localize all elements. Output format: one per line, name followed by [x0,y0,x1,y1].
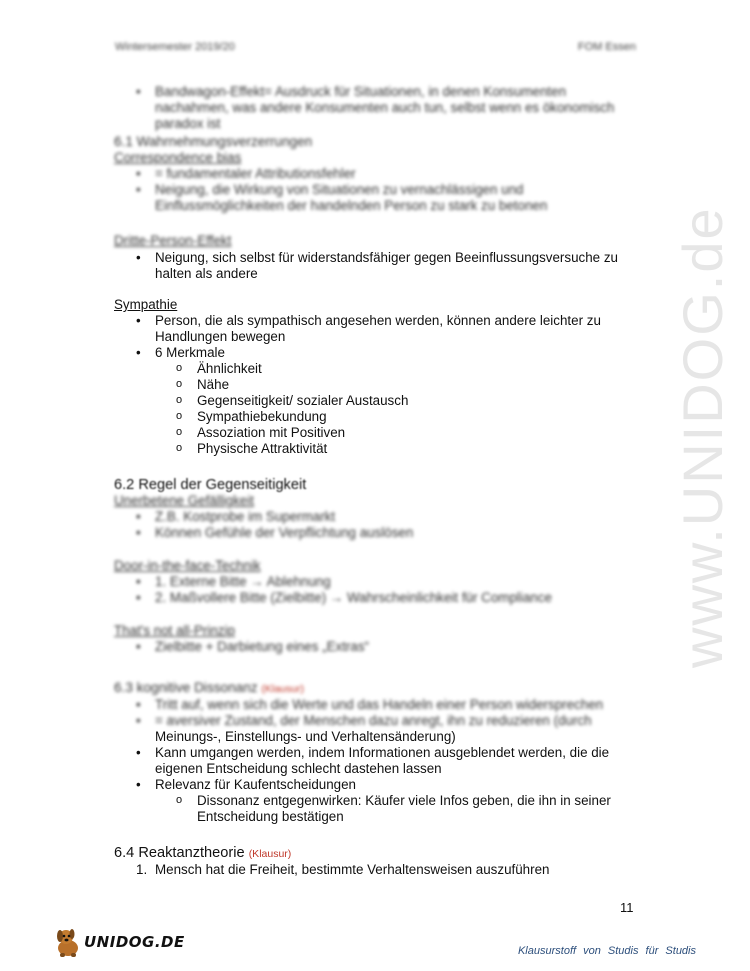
page-number: 11 [620,900,634,915]
subheading-thats-not-all: That's not all-Prinzip [114,623,235,638]
section-dritte-person [114,233,639,282]
list-item: • Z.B. Kostprobe im Supermarkt [114,509,639,525]
section-6-1-blurred [114,134,639,214]
sub-list-item: o Assoziation mit Positiven [114,425,639,441]
bandwagon-bullet-block [114,84,639,132]
heading-text: 6.4 Reaktanztheorie [114,845,245,861]
list-item: • 1. Externe Bitte → Ablehnung [114,574,639,590]
section-heading-6-4 [114,845,639,862]
sub-list-item: o Ähnlichkeit [114,361,639,377]
subheading-dritte-person-effekt: Dritte-Person-Effekt [114,233,232,248]
section-heading-6-2: 6.2 Regel der Gegenseitigkeit [114,477,307,493]
list-item: • = aversiver Zustand, der Menschen dazu anregt, ihn zu reduzieren (durch [114,713,639,729]
list-item: • Können Gefühle der Verpflichtung auslösen [114,525,639,541]
list-item: • 6 Merkmale [114,345,639,361]
sub-list-item: o Physische Attraktivität [114,441,639,457]
list-item: • Person, die als sympathisch angesehen werden, können andere leichter zu Handlungen bewegen [114,313,639,345]
logo-text: UNIDOG.DE [84,933,185,951]
sub-list-item: o Nähe [114,377,639,393]
sub-list-item: o Sympathiebekundung [114,409,639,425]
section-6-2 [114,477,639,655]
subheading-sympathie: Sympathie [114,297,178,312]
list-item: • Neigung, sich selbst für widerstandsfähiger gegen Beeinflussungsversuche zu halten als andere [114,250,639,282]
list-item: • Kann umgangen werden, indem Informationen ausgeblendet werden, die die eigenen Entscheidung schlecht dastehen lassen [114,745,639,777]
section-sympathie [114,297,639,457]
subheading-unerbetene-gefaelligkeit: Unerbetene Gefälligkeit [114,493,254,508]
list-item: • 2. Maßvollere Bitte (Zielbitte) → Wahrscheinlichkeit für Compliance [114,590,639,606]
list-item: • Neigung, die Wirkung von Situationen zu vernachlässigen und Einflussmöglichkeiten der handelnden Person zu stark zu betonen [114,182,639,214]
list-item: • Tritt auf, wenn sich die Werte und das Handeln einer Person widersprechen [114,697,639,713]
list-item: • Relevanz für Kaufentscheidungen [114,777,639,793]
sub-list-item: o Gegenseitigkeit/ sozialer Austausch [114,393,639,409]
watermark: www.UNIDOG.de [671,206,734,668]
footer-tagline: Klausurstoff von Studis für Studis [517,945,696,957]
klausur-tag: (Klausur) [248,848,292,860]
unidog-logo [52,925,185,959]
header-institution: FOM Essen [577,41,636,53]
section-6-3 [114,680,639,825]
item-text: Mensch hat die Freiheit, bestimmte Verhaltensweisen auszuführen [155,862,550,877]
subheading-correspondence-bias: Correspondence bias [114,150,242,165]
list-item: • Bandwagon-Effekt= Ausdruck für Situationen, in denen Konsumenten nachahmen, was andere Konsumenten auch tun, selbst wenn es ökonomisch paradox ist [114,84,639,132]
header-semester: Wintersemester 2019/20 [115,41,235,53]
sub-list-item: o Dissonanz entgegenwirken: Käufer viele Infos geben, die ihn in seiner Entscheidung bestätigen [114,793,639,825]
section-heading-6-3 [114,680,639,697]
list-item-continuation: Meinungs-, Einstellungs- und Verhaltensänderung) [155,729,456,744]
klausur-tag: (Klausur) [261,683,304,695]
list-item: • Zielbitte + Darbietung eines „Extras“ [114,639,639,655]
numbered-item [114,862,639,878]
section-6-4 [114,845,639,878]
subheading-door-in-the-face: Door-in-the-face-Technik [114,558,261,573]
heading-text: 6.3 kognitive Dissonanz [114,680,258,695]
dog-icon [52,926,82,958]
item-number: 1. [136,862,148,877]
section-heading-6-1: 6.1 Wahrnehmungsverzerrungen [114,134,313,149]
list-item: • = fundamentaler Attributionsfehler [114,166,639,182]
